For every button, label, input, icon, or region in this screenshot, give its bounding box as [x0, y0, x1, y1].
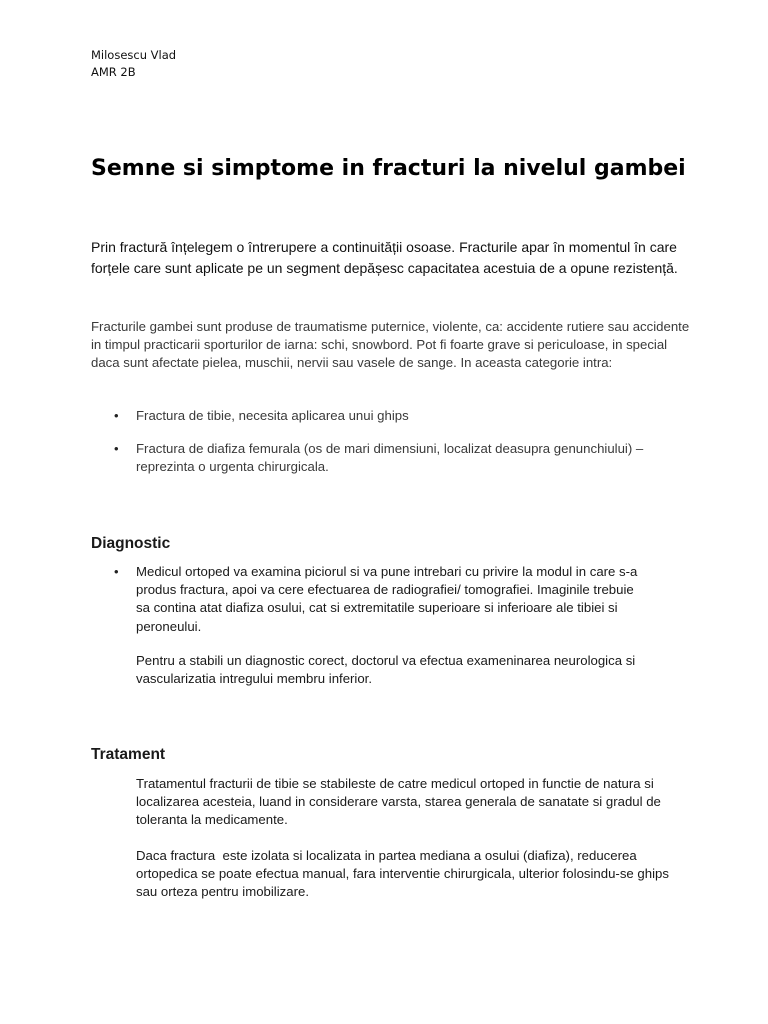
author-block: [91, 47, 176, 81]
fracture-types-list: [91, 407, 651, 477]
document-title: Semne si simptome in fracturi la nivelul gambei: [91, 156, 686, 181]
intro-paragraph: Prin fractură înțelegem o întrerupere a continuității osoase. Fracturile apar în momentul în care forțele care sunt aplicate pe un segment depășesc capacitatea acestuia de a opune rezistență.: [91, 239, 678, 276]
treatment-heading: Tratament: [91, 746, 166, 763]
diagnostic-heading: Diagnostic: [91, 535, 171, 552]
treatment-paragraph-1: Tratamentul fracturii de tibie se stabileste de catre medicul ortoped in functie de natura si localizarea acesteia, luand in considerare varsta, starea generala de sanatate si gradul de toleranta la medicamente.: [136, 776, 661, 828]
list-item-text: Fractura de tibie, necesita aplicarea unui ghips: [136, 408, 409, 423]
list-item-text: Medicul ortoped va examina piciorul si va pune intrebari cu privire la modul in care s-a produs fractura, apoi va cere efectuarea de radiografiei/ tomografiei. Imaginile trebuie sa contina atat diafiza osului, cat si extremitatile superioare si inferioare ale tibiei si peroneului.: [136, 564, 638, 634]
treatment-paragraph-2: Daca fractura este izolata si localizata in partea mediana a osului (diafiza), reducerea ortopedica se poate efectua manual, fara interventie chirurgicala, ulterior folosindu-se ghips sau orteza pentru imobilizare.: [136, 848, 673, 900]
diagnostic-list: [91, 563, 651, 636]
list-item-text: Fractura de diafiza femurala (os de mari dimensiuni, localizat deasupra genunchiului) – reprezinta o urgenta chirurgicala.: [136, 441, 644, 475]
author-class: AMR 2B: [91, 65, 136, 79]
list-item: [91, 407, 651, 425]
bullet-icon: •: [114, 564, 119, 579]
description-paragraph: Fracturile gambei sunt produse de traumatisme puternice, violente, ca: accidente rutiere sau accidente in timpul practicarii sporturilor de iarna: schi, snowbord. Pot fi foarte grave si periculoase, in special daca sunt afectate pielea, muschii, nervii sau vasele de sange. In aceasta categorie intra:: [91, 319, 690, 371]
diagnostic-followup-paragraph: Pentru a stabili un diagnostic corect, doctorul va efectua exameninarea neurologica si vascularizatia intregului membru inferior.: [136, 653, 636, 687]
bullet-icon: •: [114, 441, 119, 457]
author-name: Milosescu Vlad: [91, 48, 177, 62]
list-item: [91, 563, 651, 636]
bullet-icon: •: [114, 408, 119, 423]
list-item: [91, 440, 651, 476]
